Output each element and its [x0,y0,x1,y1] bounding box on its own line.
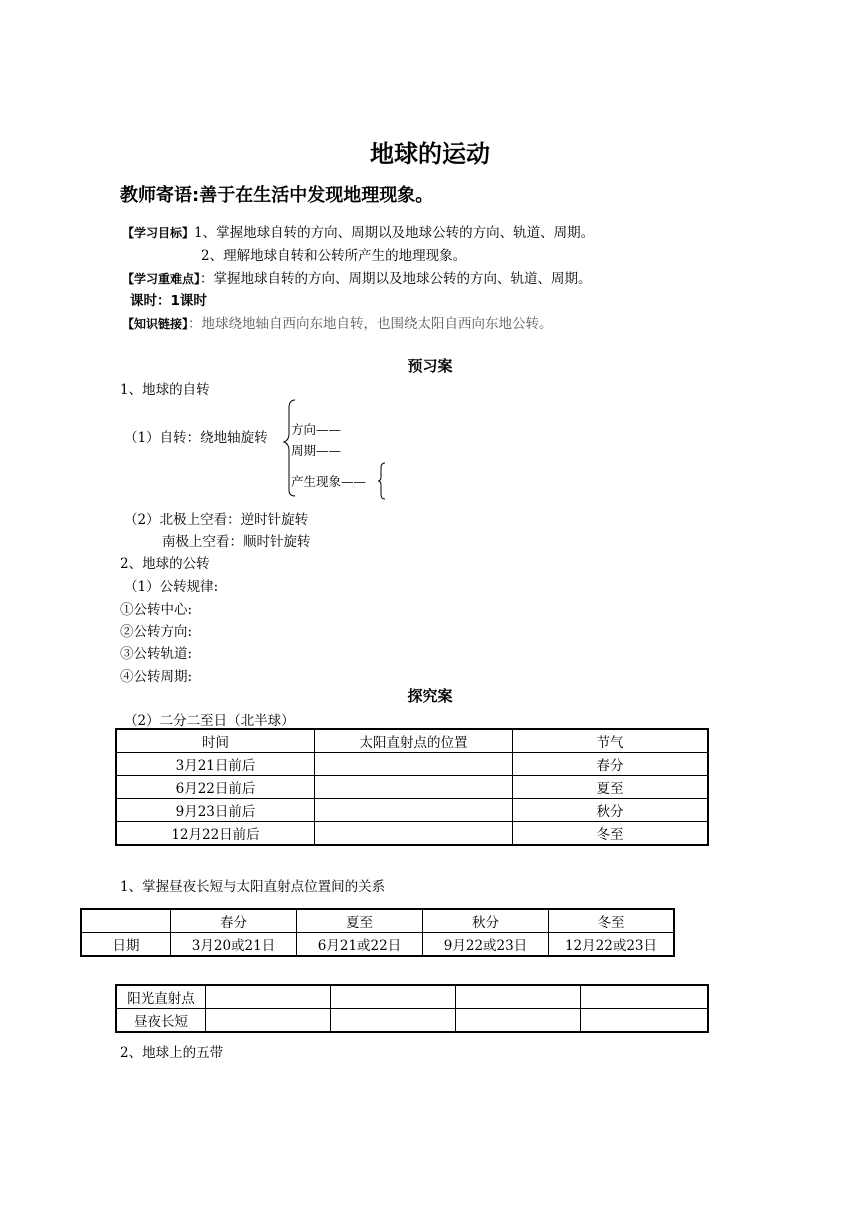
table-cell [456,1009,581,1033]
table-cell [315,776,513,799]
page-title: 地球的运动 [370,140,490,168]
knowledge-tag: 【知识链接】 [122,317,189,331]
explore-heading: 探究案 [407,687,453,705]
table-cell: 夏至 [513,776,709,799]
objectives-line-1 [122,221,594,241]
table-cell: 秋分 [513,799,709,822]
table-cell: 春分 [513,753,709,776]
table-cell: 12月22日前后 [116,822,315,846]
solstice-table [115,728,709,846]
rotation-cycle: 周期—— [291,443,342,458]
table-cell: 9月22或23日 [423,933,549,957]
revolution-center: ①公转中心: [120,602,193,618]
table-row [81,933,674,957]
table-cell: 12月22或23日 [549,933,675,957]
rotation-heading: 1、地球的自转 [120,382,210,398]
revolution-orbit: ③公转轨道: [120,646,193,662]
revolution-direction: ②公转方向: [120,624,193,640]
daynight-date-table [80,908,675,957]
revolution-heading: 2、地球的公转 [120,556,210,572]
revolution-cycle: ④公转周期: [120,669,193,685]
table-cell: 6月21或22日 [297,933,423,957]
rotation-phenomena: 产生现象—— [291,474,367,489]
revolution-rules: （1）公转规律: [124,579,219,595]
objectives-item-2: 2、理解地球自转和公转所产生的地理现象。 [201,248,467,264]
objectives-tag: 【学习目标】 [122,226,195,240]
table-cell: 3月21日前后 [116,753,315,776]
class-period: 课时：1课时 [130,293,207,309]
table-cell [331,985,456,1009]
table-cell: 9月23日前后 [116,799,315,822]
table-header-cell: 春分 [171,909,297,933]
key-points-line [122,267,592,287]
table-header-cell: 节气 [513,729,709,753]
table-row [116,985,708,1009]
rotation-item-1: （1）自转：绕地轴旋转 [124,430,268,446]
knowledge-line [122,312,553,332]
table-cell: 冬至 [513,822,709,846]
table-row [116,753,708,776]
solstice-heading: （2）二分二至日（北半球） [124,713,295,729]
table-header-cell: 夏至 [297,909,423,933]
table-cell [206,985,331,1009]
rotation-item-2b: 南极上空看：顺时针旋转 [162,534,311,550]
table-header-row [81,909,674,933]
table-header-cell: 冬至 [549,909,675,933]
objectives-item-1: 1、掌握地球自转的方向、周期以及地球公转的方向、轨道、周期。 [194,225,595,241]
table-cell: 6月22日前后 [116,776,315,799]
rotation-direction: 方向—— [291,422,342,437]
table-cell [315,822,513,846]
daynight-heading: 1、掌握昼夜长短与太阳直射点位置间的关系 [120,879,386,895]
table-header-cell [81,909,171,933]
teacher-motto: 教师寄语:善于在生活中发现地理现象。 [120,185,434,206]
table-header-cell: 秋分 [423,909,549,933]
table-row [116,799,708,822]
key-points-text: ：掌握地球自转的方向、周期以及地球公转的方向、轨道、周期。 [200,271,592,287]
table-row [116,1009,708,1033]
knowledge-text: ：地球绕地轴自西向东地自转，也围绕太阳自西向东地公转。 [188,316,553,332]
table-cell [331,1009,456,1033]
table-row [116,822,708,846]
table-cell [581,985,709,1009]
table-header-row [116,729,708,753]
daynight-sun-table [115,984,709,1033]
table-cell [581,1009,709,1033]
table-cell: 日期 [81,933,171,957]
phenomena-brace [377,462,387,500]
table-row [116,776,708,799]
key-points-tag: 【学习重难点】 [122,272,201,286]
table-cell: 阳光直射点 [116,985,206,1009]
table-header-cell: 时间 [116,729,315,753]
table-cell [456,985,581,1009]
preview-heading: 预习案 [407,357,453,375]
table-cell: 昼夜长短 [116,1009,206,1033]
table-cell [315,799,513,822]
five-zones-heading: 2、地球上的五带 [120,1045,224,1061]
table-cell [206,1009,331,1033]
table-cell: 3月20或21日 [171,933,297,957]
table-cell [315,753,513,776]
table-header-cell: 太阳直射点的位置 [315,729,513,753]
rotation-item-2: （2）北极上空看：逆时针旋转 [124,512,309,528]
